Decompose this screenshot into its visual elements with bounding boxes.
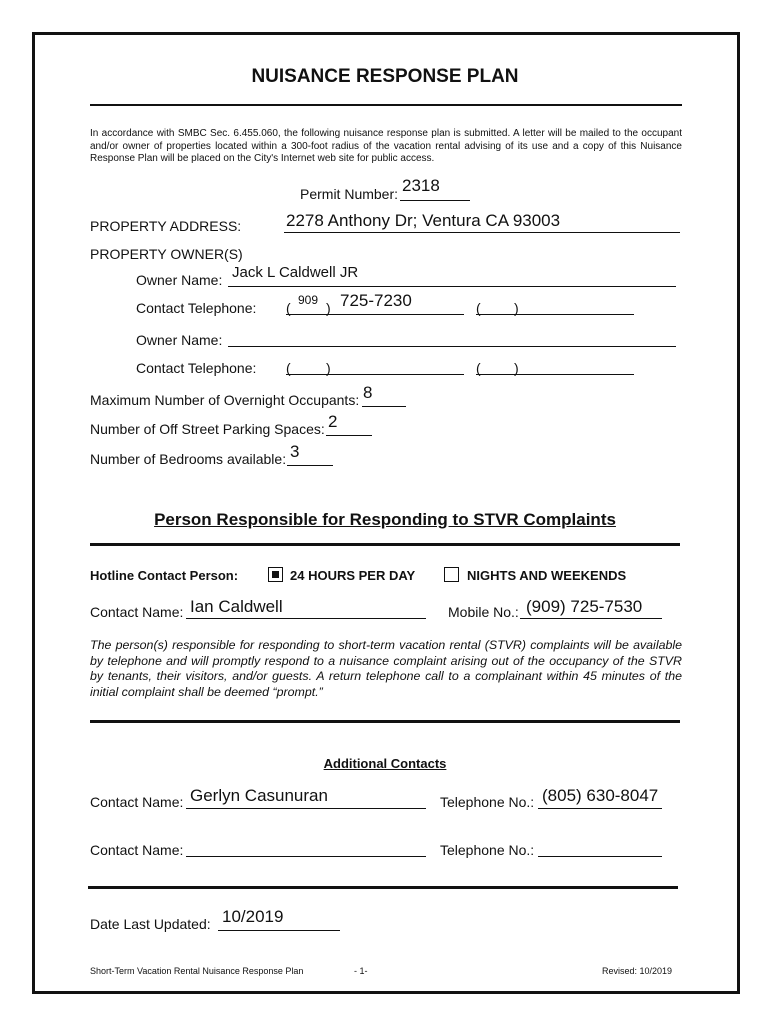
owner1-name-label: Owner Name:	[136, 272, 223, 288]
section-rule	[90, 543, 680, 546]
mobile-label: Mobile No.:	[448, 604, 519, 620]
max-occupants-underline	[362, 406, 406, 407]
property-address-label: PROPERTY ADDRESS:	[90, 218, 242, 234]
owner1-alt-paren-open: (	[476, 300, 481, 316]
property-owners-heading: PROPERTY OWNER(S)	[90, 246, 243, 262]
max-occupants-field[interactable]: 8	[363, 383, 373, 402]
hotline-24-hours-label: 24 HOURS PER DAY	[290, 568, 416, 583]
contact-name-field[interactable]: Ian Caldwell	[190, 597, 283, 616]
owner2-tel-label: Contact Telephone:	[136, 360, 257, 376]
additional-contact1-name-field[interactable]: Gerlyn Casunuran	[190, 786, 328, 805]
owner1-paren-close: )	[326, 300, 331, 316]
additional-contact1-name-label: Contact Name:	[90, 794, 184, 810]
property-address-underline	[284, 232, 680, 233]
mobile-field[interactable]: (909) 725-7530	[526, 597, 643, 616]
max-occupants-label: Maximum Number of Overnight Occupants:	[90, 392, 360, 408]
owner1-name-underline	[228, 286, 676, 287]
owner2-paren-open: (	[286, 360, 291, 376]
owner2-alt-phone-field[interactable]	[476, 374, 634, 375]
parking-label: Number of Off Street Parking Spaces:	[90, 421, 325, 437]
owner1-phone-field[interactable]: 725-7230	[340, 291, 412, 310]
property-address-field[interactable]: 2278 Anthony Dr; Ventura CA 93003	[286, 211, 561, 230]
bedrooms-underline	[287, 465, 333, 466]
date-underline	[218, 930, 340, 931]
permit-number-field[interactable]: 2318	[402, 176, 440, 195]
additional-contact2-tel-field[interactable]	[538, 856, 662, 857]
parking-underline	[326, 435, 372, 436]
notice-rule	[90, 720, 680, 723]
additional-contact1-name-underline	[186, 808, 426, 809]
hotline-nights-weekends-label: NIGHTS AND WEEKENDS	[467, 568, 627, 583]
owner2-alt-paren-close: )	[514, 360, 519, 376]
bedrooms-label: Number of Bedrooms available:	[90, 451, 287, 467]
owner1-name-field[interactable]: Jack L Caldwell JR	[232, 264, 359, 281]
permit-label: Permit Number:	[300, 186, 399, 202]
hotline-label: Hotline Contact Person:	[90, 568, 239, 583]
additional-rule	[88, 886, 678, 889]
contact-name-underline	[186, 618, 426, 619]
owner2-alt-paren-open: (	[476, 360, 481, 376]
owner1-tel-label: Contact Telephone:	[136, 300, 257, 316]
parking-field[interactable]: 2	[328, 412, 338, 431]
notice-paragraph: The person(s) responsible for responding to short-term vacation rental (STVR) complaints will be available by telephone and will promptly respond to a nuisance complaint arising out of the occupancy of the STVR by tenants, their visitors, and/or guests. A return telephone call to a complainant within 45 minutes of the initial complaint shall be deemed “prompt.”	[90, 638, 682, 699]
section-title: Person Responsible for Responding to STVR Complaints	[154, 510, 616, 529]
hotline-24-hours-checkbox[interactable]	[268, 567, 283, 582]
owner1-paren-open: (	[286, 300, 291, 316]
owner2-phone-field[interactable]	[286, 374, 464, 375]
owner1-alt-phone-field[interactable]	[476, 314, 634, 315]
additional-contact1-tel-label: Telephone No.:	[440, 794, 535, 810]
permit-underline	[400, 200, 470, 201]
owner2-name-field[interactable]	[228, 346, 676, 347]
form-title: NUISANCE RESPONSE PLAN	[251, 66, 519, 87]
additional-contact1-tel-field[interactable]: (805) 630-8047	[542, 786, 659, 805]
footer-page-number: - 1-	[354, 966, 368, 976]
owner2-name-label: Owner Name:	[136, 332, 223, 348]
owner1-phone-underline	[286, 314, 464, 315]
intro-paragraph: In accordance with SMBC Sec. 6.455.060, the following nuisance response plan is submitted. A letter will be mailed to the occupant and/or owner of properties located within a 300-foot radius of the vacation rental advising of its use and a copy of this Nuisance Response Plan will be placed on the City's Internet web site for public access.	[90, 128, 682, 164]
contact-name-label: Contact Name:	[90, 604, 184, 620]
additional-contact1-tel-underline	[538, 808, 662, 809]
hotline-nights-weekends-checkbox[interactable]	[444, 567, 459, 582]
mobile-underline	[520, 618, 662, 619]
footer-form-name: Short-Term Vacation Rental Nuisance Response Plan	[90, 966, 304, 976]
additional-contact2-name-field[interactable]	[186, 856, 426, 857]
additional-contact2-tel-label: Telephone No.:	[440, 842, 535, 858]
owner2-paren-close: )	[326, 360, 331, 376]
date-label: Date Last Updated:	[90, 916, 211, 932]
owner1-alt-paren-close: )	[514, 300, 519, 316]
bedrooms-field[interactable]: 3	[290, 442, 300, 461]
additional-contact2-name-label: Contact Name:	[90, 842, 184, 858]
title-rule	[90, 104, 682, 106]
owner1-area-code-field[interactable]: 909	[298, 293, 319, 307]
footer-revised: Revised: 10/2019	[602, 966, 673, 976]
date-field[interactable]: 10/2019	[222, 907, 284, 926]
additional-contacts-heading: Additional Contacts	[323, 756, 447, 771]
